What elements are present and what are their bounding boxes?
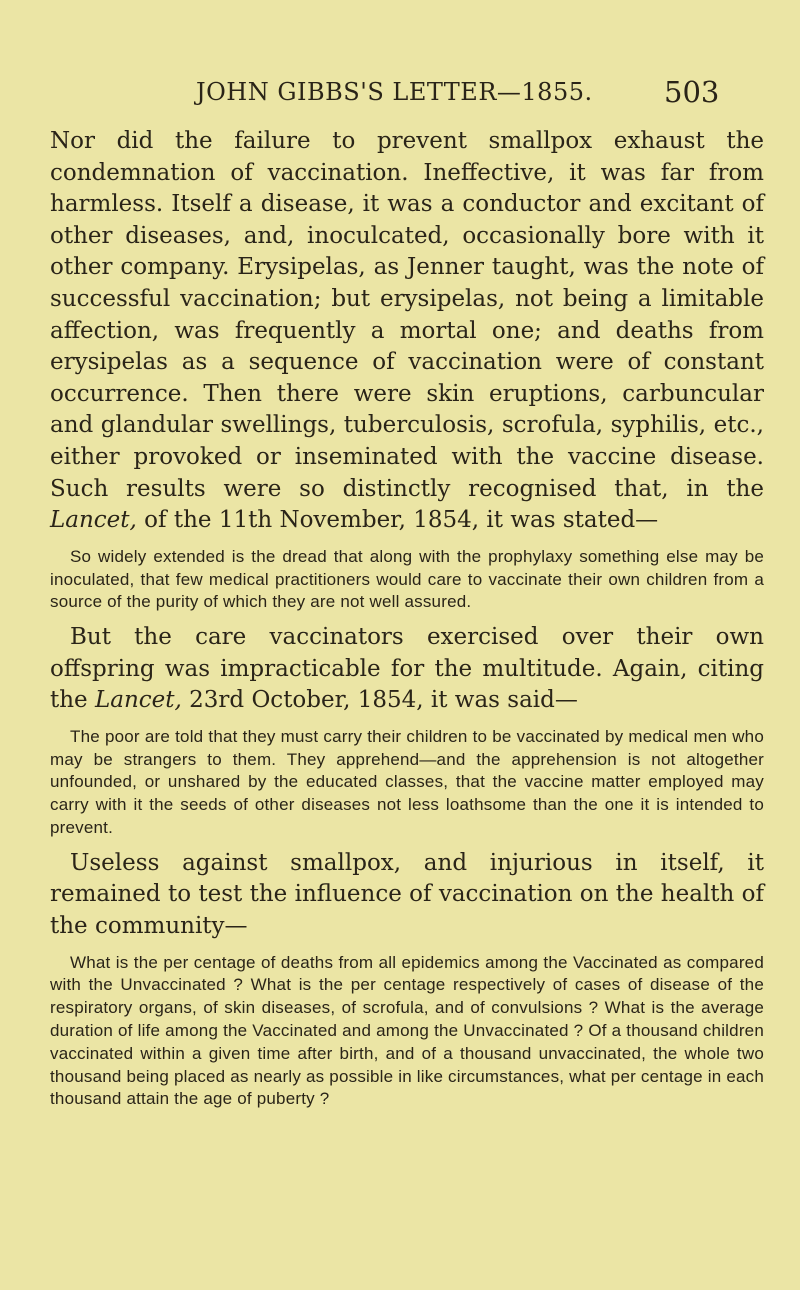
page-header [0, 75, 800, 118]
paragraph-offspring [50, 622, 764, 717]
paragraph-condemnation [50, 126, 764, 537]
block-quote-lancet-1854-10: The poor are told that they must carry their children to be vaccinated by medical men who may be strangers to them. They apprehend—and the apprehension is not altogether unfounded, or unshared by the educated classes, that the vaccine matter employed may carry with it the seeds of other diseases not less loathsome than the one it is intended to prevent. [50, 726, 764, 838]
page-body [50, 126, 764, 1119]
paragraph-text: But the care vaccinators exercised over their own offspring was impracticable for the multitude. Again, citing the [50, 624, 764, 714]
paragraph-text: of the 11th November, 1854, it was stated— [136, 507, 659, 534]
paragraph-text: Nor did the failure to prevent smallpox exhaust the condemnation of vaccination. Ineffective, it was far from harmless. Itself a disease, it was a conductor and excitant of other diseases, and, inoculcated, occasionally bore with it other company. Erysipelas, as Jenner taught, was the note of successful vaccination; but erysipelas, not being a limitable affection, was frequently a mortal one; and deaths from erysipelas as a sequence of vaccination were of constant occurrence. Then there were skin eruptions, carbuncular and glandular swellings, tuberculosis, scrofula, syphilis, etc., either provoked or inseminated with the vaccine disease. Such results were so distinctly recognised that, in the [50, 128, 764, 502]
block-quote-questions: What is the per centage of deaths from all epidemics among the Vaccinated as compared with the Unvaccinated ? What is the per centage respectively of cases of disease of the respiratory organs, of skin diseases, of scrofula, and of convulsions ? What is the average duration of life among the Vaccinated and among the Unvaccinated ? Of a thousand children vaccinated within a given time after birth, and of a thousand unvaccinated, the whole two thousand being placed as nearly as possible in like circumstances, what per centage in each thousand attain the age of puberty ? [50, 952, 764, 1109]
page-number: 503 [664, 75, 720, 109]
journal-title: Lancet, [50, 507, 137, 534]
paragraph-text: 23rd October, 1854, it was said— [181, 687, 578, 714]
journal-title: Lancet, [94, 687, 182, 714]
paragraph-health-of-community: Useless against smallpox, and injurious in itself, it remained to test the influence of vaccination on the health of the community— [50, 849, 764, 940]
running-title: JOHN GIBBS'S LETTER—1855. [196, 78, 593, 106]
block-quote-lancet-1854-11: So widely extended is the dread that along with the prophylaxy something else may be inoculated, that few medical practitioners would care to vaccinate their own children from a source of the purity of which they are not well assured. [50, 546, 764, 612]
